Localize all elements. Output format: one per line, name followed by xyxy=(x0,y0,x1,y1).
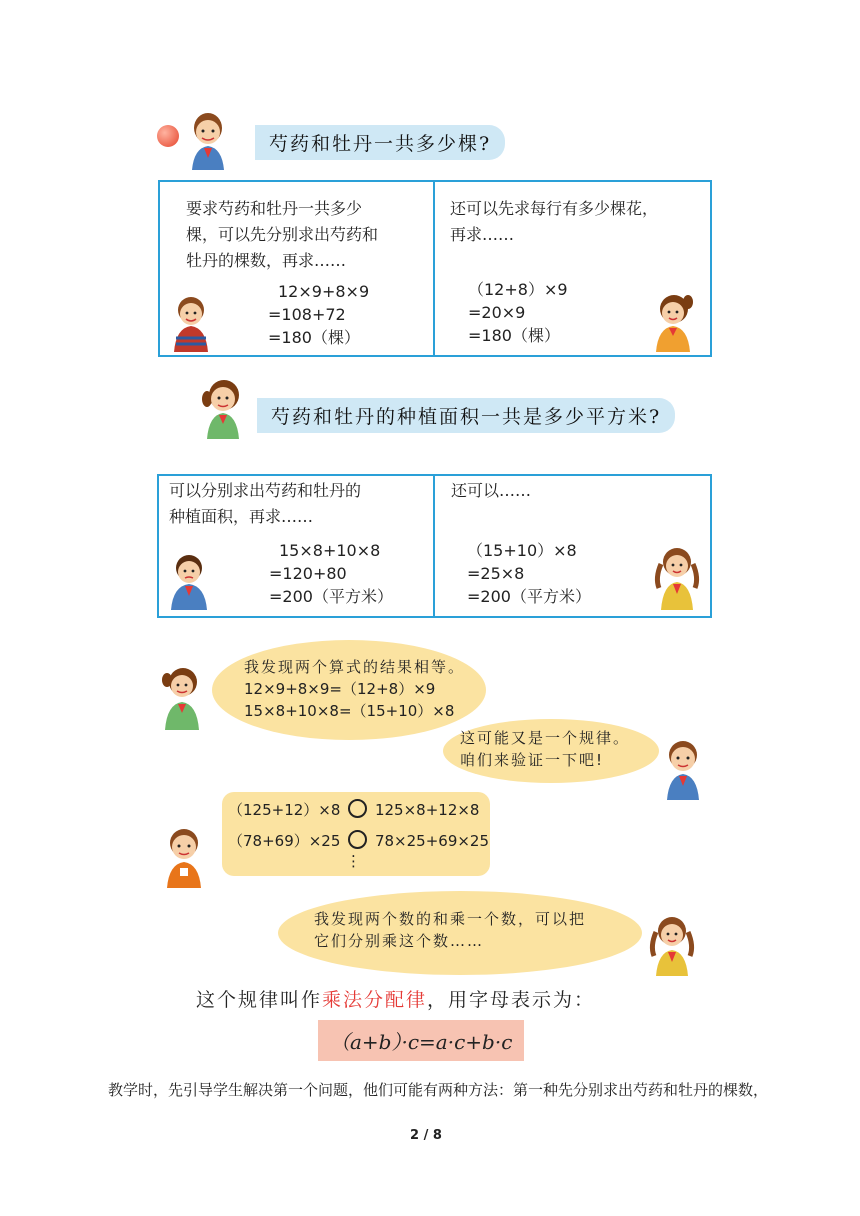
law-name: 乘法分配律 xyxy=(322,989,428,1011)
method-text: 还可以先求每行有多少棵花， 再求…… xyxy=(450,199,659,244)
equation-steps: 15×8+10×8 =120+80 =200（平方米） xyxy=(269,541,393,606)
boy-avatar-icon xyxy=(157,826,211,888)
girl-avatar-icon xyxy=(644,914,700,976)
boy-avatar-icon xyxy=(165,552,213,610)
boy-avatar-icon xyxy=(180,110,236,172)
girl-avatar-icon xyxy=(155,664,211,730)
ellipsis-mark: ⋮ xyxy=(346,852,361,870)
method-text: 可以分别求出芍药和牡丹的 种植面积，再求…… xyxy=(169,481,362,526)
girl-avatar-icon xyxy=(651,544,703,610)
equation-steps: （12+8）×9 =20×9 =180（棵） xyxy=(468,280,568,345)
body-paragraph: 教学时，先引导学生解决第一个问题，他们可能有两种方法：第一种先分别求出芍药和牡丹的棵数， xyxy=(108,1081,769,1099)
speech-text: 这可能又是一个规律。 咱们来验证一下吧! xyxy=(460,729,631,769)
solution-box xyxy=(158,180,712,357)
girl-avatar-icon xyxy=(648,292,700,352)
girl-avatar-icon xyxy=(195,377,253,439)
method-text: 要求芍药和牡丹一共多少 棵，可以先分别求出芍药和 牡丹的棵数，再求…… xyxy=(186,199,379,270)
question-banner: 芍药和牡丹一共多少棵? xyxy=(255,125,505,160)
rule-suffix: ，用字母表示为： xyxy=(427,989,596,1011)
equation-steps: （15+10）×8 =25×8 =200（平方米） xyxy=(467,541,591,606)
compare-circle[interactable] xyxy=(348,799,367,818)
verify-left: （125+12）×8 xyxy=(228,801,341,819)
compare-circle[interactable] xyxy=(348,830,367,849)
boy-avatar-icon xyxy=(166,294,216,352)
box-divider xyxy=(433,476,435,616)
rule-statement xyxy=(196,985,595,1012)
verify-left: （78+69）×25 xyxy=(228,832,341,850)
equation-steps: 12×9+8×9 =108+72 =180（棵） xyxy=(268,282,370,347)
verify-right: 125×8+12×8 xyxy=(374,801,480,819)
question-banner: 芍药和牡丹的种植面积一共是多少平方米? xyxy=(257,398,675,433)
page-number: 2 / 8 xyxy=(410,1128,442,1143)
verify-row xyxy=(228,799,479,821)
boy-avatar-icon xyxy=(655,738,711,800)
verify-row xyxy=(228,830,489,852)
method-text: 还可以…… xyxy=(451,481,532,500)
rule-prefix: 这个规律叫作 xyxy=(196,989,323,1011)
formula-box: （a+b）·c=a·c+b·c xyxy=(318,1020,524,1061)
solution-box xyxy=(157,474,712,618)
verify-right: 78×25+69×25 xyxy=(374,832,490,850)
speech-text: 我发现两个数的和乘一个数，可以把 它们分别乘这个数…… xyxy=(314,910,587,950)
speech-text: 我发现两个算式的结果相等。 12×9+8×9=（12+8）×9 15×8+10×8=（15+10）×8 xyxy=(244,658,466,720)
section-marker-icon xyxy=(157,125,179,147)
box-divider xyxy=(433,182,435,355)
